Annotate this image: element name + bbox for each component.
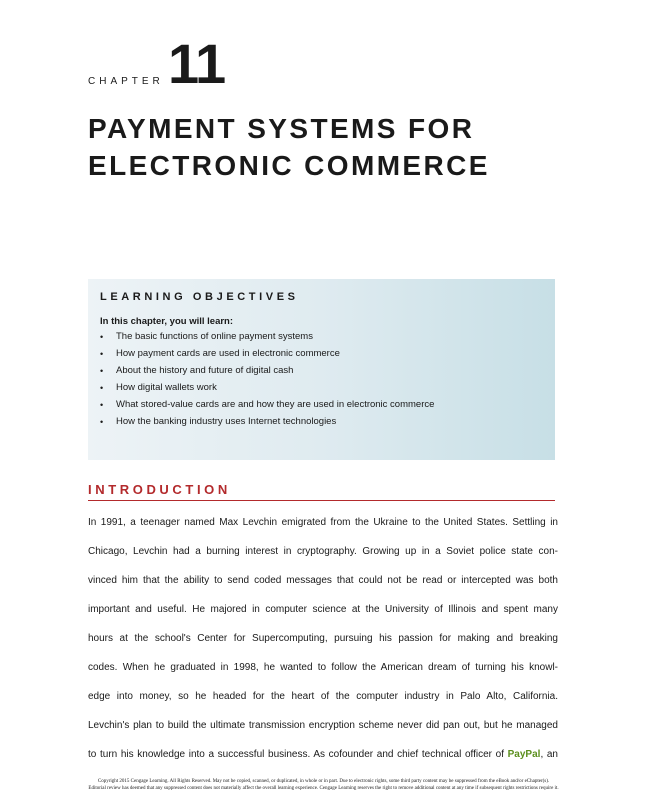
objective-text: What stored-value cards are and how they are used in electronic commerce: [116, 399, 435, 410]
objective-item: [100, 399, 436, 411]
objective-item: [100, 348, 436, 360]
copyright-notice: [0, 778, 647, 792]
bullet-icon: •: [100, 366, 104, 376]
objective-item: [100, 416, 436, 428]
objective-text: About the history and future of digital cash: [116, 365, 294, 376]
objective-item: [100, 365, 436, 377]
body-line: codes. When he graduated in 1998, he wanted to follow the American dream of turning his knowl-: [88, 662, 558, 673]
body-line: In 1991, a teenager named Max Levchin emigrated from the Ukraine to the United States. Settling in: [88, 517, 558, 528]
chapter-label: CHAPTER: [88, 76, 164, 87]
body-line: Chicago, Levchin had a burning interest in cryptography. Growing up in a Soviet police state con-: [88, 546, 558, 557]
bullet-icon: •: [100, 349, 104, 359]
body-line-text-end: , an: [540, 749, 558, 760]
objectives-intro: In this chapter, you will learn:: [100, 316, 234, 327]
bullet-icon: •: [100, 332, 104, 342]
objectives-heading: LEARNING OBJECTIVES: [100, 291, 299, 303]
chapter-title: [88, 110, 558, 184]
objective-text: How digital wallets work: [116, 382, 217, 393]
introduction-body: [88, 516, 558, 777]
copyright-line-1: Copyright 2015 Cengage Learning. All Rights Reserved. May not be copied, scanned, or duplicated, in whole or in part. Due to electronic rights, some third party content may be suppressed from the eBook and/or eChapter(s).: [97, 779, 550, 784]
learning-objectives-box: [88, 279, 555, 460]
body-line: Levchin's plan to build the ultimate transmission encryption scheme never did pan out, but he managed: [88, 720, 558, 731]
body-line-text: to turn his knowledge into a successful business. As cofounder and chief technical officer of: [88, 749, 504, 760]
body-line: hours at the school's Center for Supercomputing, pursuing his passion for making and breaking: [88, 633, 558, 644]
chapter-number: 11: [168, 32, 226, 95]
objective-text: The basic functions of online payment systems: [116, 331, 313, 342]
paypal-link[interactable]: PayPal: [507, 749, 541, 760]
objective-text: How payment cards are used in electronic commerce: [116, 348, 340, 359]
body-line: important and useful. He majored in computer science at the University of Illinois and spent many: [88, 604, 558, 615]
bullet-icon: •: [100, 383, 104, 393]
bullet-icon: •: [100, 400, 104, 410]
body-line: vinced him that the ability to send coded messages that could not be read or intercepted was both: [88, 575, 558, 586]
copyright-line-2: Editorial review has deemed that any suppressed content does not materially affect the overall learning experience. Cengage Learning reserves the right to remove additional content at any time if subsequent rights restrictions require it.: [88, 786, 559, 791]
body-line-last: [88, 748, 558, 777]
objective-item: [100, 331, 436, 343]
introduction-heading: INTRODUCTION: [88, 482, 555, 501]
body-line: edge into money, so he headed for the heart of the computer industry in Palo Alto, California.: [88, 691, 558, 702]
chapter-title-line-2: ELECTRONIC COMMERCE: [88, 150, 490, 181]
objective-text: How the banking industry uses Internet technologies: [116, 416, 337, 427]
bullet-icon: •: [100, 417, 104, 427]
chapter-title-line-1: PAYMENT SYSTEMS FOR: [88, 113, 475, 144]
objectives-list: [100, 331, 543, 428]
objective-item: [100, 382, 436, 394]
